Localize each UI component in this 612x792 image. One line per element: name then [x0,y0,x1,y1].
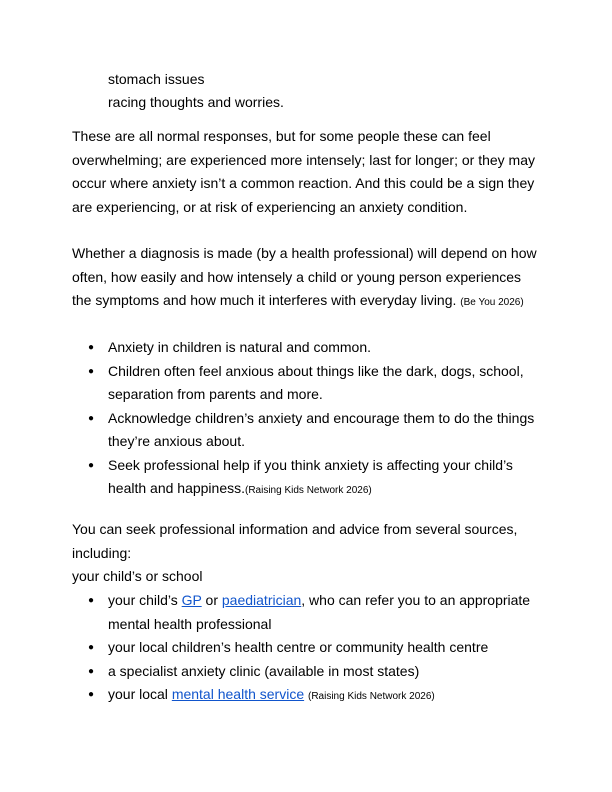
list-item [72,636,552,660]
list-item [72,407,552,454]
list-item-text: Acknowledge children’s anxiety and encourage them to do the things they’re anxious about. [108,409,535,449]
list-item [72,660,552,684]
citation: (Raising Kids Network 2026) [308,691,435,702]
paragraph-text: You can seek professional information and advice from several sources, including: [72,521,518,561]
list-item [72,336,552,360]
list-item-text: or [201,592,222,608]
list-item-text: Seek professional help if you think anxiety is affecting your child’s health and happiness. [108,456,513,496]
paragraph-diagnosis [72,242,542,315]
list-item [72,360,552,407]
list-item-text: your local [108,686,172,702]
list-item-text: , who can refer you to an appropriate mental health professional [108,592,531,632]
list-item [72,683,552,709]
list-item-text: your local children’s health centre or community health centre [108,639,489,655]
list-item [72,454,552,503]
list-item [72,589,552,636]
list-item-text: a specialist anxiety clinic (available in most states) [108,662,420,679]
gp-link[interactable]: GP [181,592,202,608]
paediatrician-link[interactable]: paediatrician [221,592,302,608]
citation: (Be You 2026) [460,297,524,308]
paragraph-text [72,242,542,315]
plain-line: your child’s or school [72,568,203,584]
citation: (Raising Kids Network 2026) [245,485,372,496]
mental-health-service-link[interactable]: mental health service [171,686,305,702]
symptom-line-racing-thoughts: racing thoughts and worries. [108,94,284,110]
paragraph-normal-responses [72,125,542,219]
paragraph-sources [72,518,542,589]
list-item-text: Children often feel anxious about things like the dark, dogs, school, separation from parents and more. [108,362,524,402]
symptom-line-stomach: stomach issues [108,71,205,87]
key-points-list [72,336,552,503]
diagnosis-text: Whether a diagnosis is made (by a health professional) will depend on how often, how easily and how intensely a child or young person experiences the symptoms and how much it interferes with everyday living. [72,245,537,308]
paragraph-text: These are all normal responses, but for some people these can feel overwhelming; are experienced more intensely; last for longer; or they may occur where anxiety isn’t a common reaction. And this could be a sign they are experiencing, or at risk of experiencing an anxiety condition. [72,128,535,215]
list-item-text: Anxiety in children is natural and common. [108,339,372,355]
sources-list [72,589,552,709]
list-item-text: your child’s [108,592,182,608]
